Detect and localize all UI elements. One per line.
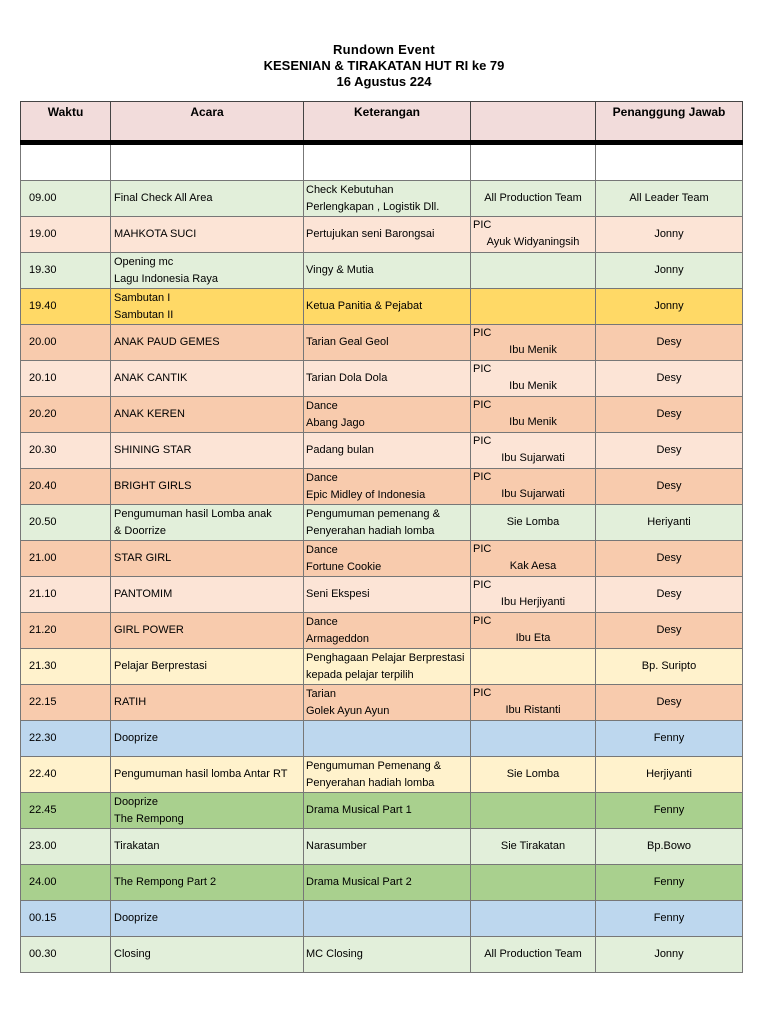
cell-penanggung-jawab: Fenny xyxy=(596,793,743,829)
cell-penanggung-jawab: Desy xyxy=(596,469,743,505)
cell-keterangan xyxy=(304,613,471,649)
cell-pic: Sie Lomba xyxy=(471,505,596,541)
keterangan-line: Tarian Geal Geol xyxy=(306,336,389,348)
acara-line: RATIH xyxy=(114,696,147,708)
cell-penanggung-jawab: Heriyanti xyxy=(596,505,743,541)
table-row xyxy=(21,865,743,901)
acara-line: ANAK PAUD GEMES xyxy=(114,336,220,348)
cell-penanggung-jawab: Desy xyxy=(596,325,743,361)
cell-keterangan xyxy=(304,325,471,361)
pic-label: PIC xyxy=(473,363,492,375)
acara-line: Final Check All Area xyxy=(114,192,213,204)
header-spacer-row xyxy=(21,143,743,181)
cell-keterangan xyxy=(304,721,471,757)
cell-waktu: 22.15 xyxy=(21,685,111,721)
cell-waktu: 22.40 xyxy=(21,757,111,793)
acara-line: ANAK CANTIK xyxy=(114,372,188,384)
cell-penanggung-jawab: Fenny xyxy=(596,901,743,937)
table-row xyxy=(21,469,743,505)
cell-pic xyxy=(471,721,596,757)
acara-line: MAHKOTA SUCI xyxy=(114,228,197,240)
pic-label: PIC xyxy=(473,543,492,555)
acara-line: Tirakatan xyxy=(114,840,160,852)
acara-line: Dooprize xyxy=(114,912,159,924)
column-header-pic xyxy=(471,102,596,143)
table-row xyxy=(21,253,743,289)
acara-line: Dooprize xyxy=(114,732,159,744)
cell-keterangan xyxy=(304,901,471,937)
cell-acara xyxy=(111,901,304,937)
table-body xyxy=(21,143,743,973)
keterangan-line: Dance xyxy=(306,615,338,628)
keterangan-line: kepada pelajar terpilih xyxy=(306,668,414,681)
cell-pic: Sie Tirakatan xyxy=(471,829,596,865)
cell-penanggung-jawab: Fenny xyxy=(596,865,743,901)
rundown-table xyxy=(20,101,743,973)
cell-acara xyxy=(111,181,304,217)
cell-penanggung-jawab: All Leader Team xyxy=(596,181,743,217)
cell-acara xyxy=(111,325,304,361)
keterangan-line: Drama Musical Part 1 xyxy=(306,804,412,816)
acara-line: Lagu Indonesia Raya xyxy=(114,272,218,285)
cell-keterangan xyxy=(304,289,471,325)
cell-penanggung-jawab: Jonny xyxy=(596,289,743,325)
pic-label: PIC xyxy=(473,399,492,411)
keterangan-line: Epic Midley of Indonesia xyxy=(306,488,426,501)
cell-pic xyxy=(471,361,596,397)
pic-name: Kak Aesa xyxy=(509,560,557,572)
acara-line: ANAK KEREN xyxy=(114,408,185,420)
cell-acara xyxy=(111,793,304,829)
cell-pic xyxy=(471,289,596,325)
cell-waktu: 21.10 xyxy=(21,577,111,613)
keterangan-line: Armageddon xyxy=(306,632,369,645)
table-row xyxy=(21,721,743,757)
cell-waktu: 20.00 xyxy=(21,325,111,361)
cell-keterangan xyxy=(304,649,471,685)
cell-acara xyxy=(111,577,304,613)
cell-pic xyxy=(471,217,596,253)
cell-penanggung-jawab: Desy xyxy=(596,433,743,469)
keterangan-line: Pengumuman Pemenang & xyxy=(306,759,442,772)
pic-label: PIC xyxy=(473,327,492,339)
table-row xyxy=(21,829,743,865)
cell-penanggung-jawab: Bp. Suripto xyxy=(596,649,743,685)
pic-name: Ibu Menik xyxy=(509,416,557,428)
table-row xyxy=(21,613,743,649)
table-row xyxy=(21,937,743,973)
table-row xyxy=(21,289,743,325)
acara-line: Pelajar Berprestasi xyxy=(114,660,207,672)
cell-waktu: 21.20 xyxy=(21,613,111,649)
keterangan-line: Penyerahan hadiah lomba xyxy=(306,776,435,789)
cell-waktu: 19.40 xyxy=(21,289,111,325)
table-row xyxy=(21,577,743,613)
table-row xyxy=(21,325,743,361)
keterangan-line: Padang bulan xyxy=(306,444,374,456)
table-header-row xyxy=(21,102,743,143)
keterangan-line: Penghagaan Pelajar Berprestasi xyxy=(306,651,465,664)
keterangan-line: Ketua Panitia & Pejabat xyxy=(306,300,423,312)
cell-pic: All Production Team xyxy=(471,181,596,217)
cell-keterangan xyxy=(304,181,471,217)
keterangan-line: Perlengkapan , Logistik Dll. xyxy=(306,200,440,213)
pic-name: Ibu Eta xyxy=(515,632,551,644)
cell-waktu: 21.00 xyxy=(21,541,111,577)
cell-pic xyxy=(471,649,596,685)
keterangan-line: Seni Ekspesi xyxy=(306,588,370,600)
pic-label: PIC xyxy=(473,435,492,447)
cell-penanggung-jawab: Herjiyanti xyxy=(596,757,743,793)
cell-pic xyxy=(471,901,596,937)
column-header-acara: Acara xyxy=(111,102,304,143)
cell-acara xyxy=(111,397,304,433)
acara-line: SHINING STAR xyxy=(114,444,192,456)
acara-line: The Rempong xyxy=(114,812,184,825)
pic-label: PIC xyxy=(473,579,492,591)
cell-waktu: 20.50 xyxy=(21,505,111,541)
cell-pic xyxy=(471,541,596,577)
cell-pic xyxy=(471,577,596,613)
acara-line: GIRL POWER xyxy=(114,624,184,636)
keterangan-line: Tarian xyxy=(306,687,336,700)
table-row xyxy=(21,685,743,721)
table-row xyxy=(21,793,743,829)
pic-label: PIC xyxy=(473,471,492,483)
acara-line: STAR GIRL xyxy=(114,552,172,564)
keterangan-line: Fortune Cookie xyxy=(306,560,382,573)
cell-keterangan xyxy=(304,469,471,505)
pic-label: PIC xyxy=(473,615,492,627)
table-row xyxy=(21,505,743,541)
acara-line: PANTOMIM xyxy=(114,588,173,600)
cell-penanggung-jawab: Desy xyxy=(596,397,743,433)
cell-penanggung-jawab: Fenny xyxy=(596,721,743,757)
cell-waktu: 19.30 xyxy=(21,253,111,289)
pic-name: Ibu Menik xyxy=(509,344,557,356)
cell-acara xyxy=(111,433,304,469)
cell-waktu: 00.30 xyxy=(21,937,111,973)
cell-acara xyxy=(111,757,304,793)
table-row xyxy=(21,541,743,577)
cell-pic xyxy=(471,613,596,649)
pic-name: Ibu Sujarwati xyxy=(501,488,565,500)
cell-keterangan xyxy=(304,505,471,541)
acara-line: Sambutan II xyxy=(114,308,174,321)
keterangan-line: Vingy & Mutia xyxy=(306,264,374,276)
cell-acara xyxy=(111,469,304,505)
cell-waktu: 00.15 xyxy=(21,901,111,937)
cell-waktu: 24.00 xyxy=(21,865,111,901)
title-rundown-event: Rundown Event xyxy=(332,42,436,57)
column-header-keterangan: Keterangan xyxy=(304,102,471,143)
keterangan-line: Abang Jago xyxy=(306,416,365,429)
table-row xyxy=(21,361,743,397)
cell-keterangan xyxy=(304,937,471,973)
acara-line: & Doorrize xyxy=(114,524,166,537)
cell-waktu: 20.20 xyxy=(21,397,111,433)
title-event-name: KESENIAN & TIRAKATAN HUT RI ke 79 xyxy=(263,58,505,73)
cell-keterangan xyxy=(304,217,471,253)
cell-acara xyxy=(111,865,304,901)
cell-keterangan xyxy=(304,433,471,469)
keterangan-line: Narasumber xyxy=(306,840,367,852)
cell-pic: All Production Team xyxy=(471,937,596,973)
cell-waktu: 09.00 xyxy=(21,181,111,217)
cell-penanggung-jawab: Desy xyxy=(596,613,743,649)
keterangan-line: Golek Ayun Ayun xyxy=(306,704,390,717)
keterangan-line: Dance xyxy=(306,399,338,412)
cell-keterangan xyxy=(304,685,471,721)
cell-keterangan xyxy=(304,577,471,613)
cell-pic xyxy=(471,253,596,289)
cell-penanggung-jawab: Jonny xyxy=(596,937,743,973)
cell-keterangan xyxy=(304,361,471,397)
cell-penanggung-jawab: Jonny xyxy=(596,217,743,253)
cell-waktu: 22.45 xyxy=(21,793,111,829)
acara-line: Dooprize xyxy=(114,795,159,808)
cell-waktu: 19.00 xyxy=(21,217,111,253)
acara-line: Pengumuman hasil Lomba anak xyxy=(114,507,272,520)
pic-name: Ibu Sujarwati xyxy=(501,452,565,464)
cell-penanggung-jawab: Desy xyxy=(596,361,743,397)
cell-keterangan xyxy=(304,541,471,577)
cell-waktu: 20.30 xyxy=(21,433,111,469)
cell-penanggung-jawab: Desy xyxy=(596,685,743,721)
cell-acara xyxy=(111,505,304,541)
keterangan-line: Pertujukan seni Barongsai xyxy=(306,228,435,240)
cell-pic xyxy=(471,433,596,469)
cell-penanggung-jawab: Desy xyxy=(596,577,743,613)
cell-waktu: 22.30 xyxy=(21,721,111,757)
cell-acara xyxy=(111,937,304,973)
cell-acara xyxy=(111,361,304,397)
pic-label: PIC xyxy=(473,687,492,699)
title-event-date: 16 Agustus 224 xyxy=(336,74,432,89)
acara-line: Sambutan I xyxy=(114,291,171,304)
cell-acara xyxy=(111,721,304,757)
cell-keterangan xyxy=(304,865,471,901)
acara-line: Pengumuman hasil lomba Antar RT xyxy=(114,768,288,780)
keterangan-line: Pengumuman pemenang & xyxy=(306,507,440,520)
acara-line: Opening mc xyxy=(114,255,174,268)
keterangan-line: Tarian Dola Dola xyxy=(306,372,388,384)
cell-pic xyxy=(471,865,596,901)
column-header-penanggung-jawab: Penanggung Jawab xyxy=(596,102,743,143)
keterangan-line: Penyerahan hadiah lomba xyxy=(306,524,435,537)
cell-waktu: 23.00 xyxy=(21,829,111,865)
cell-keterangan xyxy=(304,397,471,433)
keterangan-line: MC Closing xyxy=(306,948,363,960)
cell-keterangan xyxy=(304,793,471,829)
cell-penanggung-jawab: Bp.Bowo xyxy=(596,829,743,865)
cell-acara xyxy=(111,541,304,577)
keterangan-line: Dance xyxy=(306,471,338,484)
pic-name: Ibu Ristanti xyxy=(505,704,561,716)
pic-name: Ibu Herjiyanti xyxy=(500,596,566,608)
table-row xyxy=(21,649,743,685)
cell-pic: Sie Lomba xyxy=(471,757,596,793)
table-row xyxy=(21,901,743,937)
document-title-block xyxy=(0,42,768,90)
cell-acara xyxy=(111,829,304,865)
cell-keterangan xyxy=(304,757,471,793)
table-row xyxy=(21,433,743,469)
cell-penanggung-jawab: Jonny xyxy=(596,253,743,289)
cell-penanggung-jawab: Desy xyxy=(596,541,743,577)
acara-line: Closing xyxy=(114,948,151,960)
acara-line: The Rempong Part 2 xyxy=(114,876,217,888)
cell-pic xyxy=(471,685,596,721)
cell-keterangan xyxy=(304,829,471,865)
cell-waktu: 20.10 xyxy=(21,361,111,397)
cell-acara xyxy=(111,253,304,289)
acara-line: BRIGHT GIRLS xyxy=(114,480,192,492)
table-row xyxy=(21,757,743,793)
table-row xyxy=(21,397,743,433)
table-row xyxy=(21,181,743,217)
keterangan-line: Drama Musical Part 2 xyxy=(306,876,412,888)
column-header-waktu: Waktu xyxy=(21,102,111,143)
table-row xyxy=(21,217,743,253)
pic-name: Ayuk Widyaningsih xyxy=(486,236,580,248)
cell-pic xyxy=(471,397,596,433)
cell-pic xyxy=(471,469,596,505)
cell-acara xyxy=(111,685,304,721)
pic-label: PIC xyxy=(473,219,492,231)
cell-acara xyxy=(111,613,304,649)
cell-waktu: 20.40 xyxy=(21,469,111,505)
cell-pic xyxy=(471,325,596,361)
pic-name: Ibu Menik xyxy=(509,380,557,392)
cell-keterangan xyxy=(304,253,471,289)
cell-pic xyxy=(471,793,596,829)
keterangan-line: Dance xyxy=(306,543,338,556)
cell-acara xyxy=(111,217,304,253)
cell-waktu: 21.30 xyxy=(21,649,111,685)
cell-acara xyxy=(111,289,304,325)
cell-acara xyxy=(111,649,304,685)
keterangan-line: Check Kebutuhan xyxy=(306,183,394,196)
